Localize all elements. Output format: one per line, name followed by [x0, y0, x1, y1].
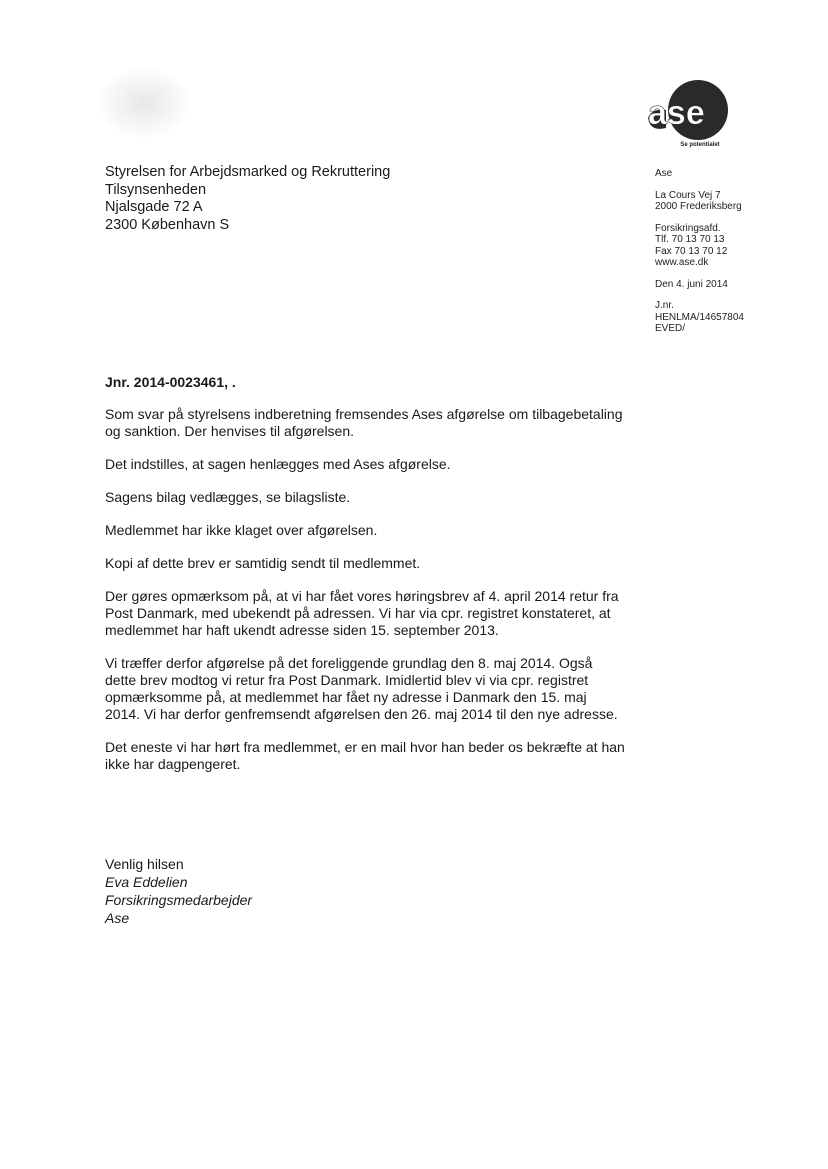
body-paragraph: Kopi af dette brev er samtidig sendt til medlemmet.: [105, 555, 421, 571]
greeting: Venlig hilsen: [105, 856, 184, 872]
body-paragraph: Vi træffer derfor afgørelse på det foreliggende grundlag den 8. maj 2014. Også dette brev modtog vi retur fra Post Danmark. Imidlertid blev vi via cpr. registret opmærksomme på, at medlemmet har fået ny adresse i Danmark den 15. maj 2014. Vi har derfor genfremsendt afgørelsen den 26. maj 2014 til den nye adresse.: [105, 655, 618, 722]
sender-info: [655, 168, 744, 335]
body-paragraph: Sagens bilag vedlægges, se bilagsliste.: [105, 489, 351, 505]
sender-phone: Tlf. 70 13 70 13: [655, 234, 725, 245]
jnr-value: HENLMA/14657804: [655, 311, 744, 323]
signer-org: Ase: [105, 910, 130, 926]
faint-stamp-mark: [98, 68, 190, 138]
sender-fax: Fax 70 13 70 12: [655, 245, 728, 257]
recipient-line: Tilsynsenheden: [105, 181, 207, 198]
sender-web: www.ase.dk: [655, 257, 709, 268]
signer-title: Forsikringsmedarbejder: [105, 892, 253, 908]
body-paragraph: Som svar på styrelsens indberetning fremsendes Ases afgørelse om tilbagebetaling og sanktion. Der henvises til afgørelsen.: [105, 406, 623, 439]
body-paragraph: Medlemmet har ikke klaget over afgørelsen.: [105, 522, 378, 538]
sender-street: La Cours Vej 7: [655, 189, 721, 201]
letter-date: Den 4. juni 2014: [655, 278, 728, 290]
jnr-label: J.nr.: [655, 300, 674, 311]
case-reference: Jnr. 2014-0023461, .: [105, 374, 236, 390]
recipient-line: 2300 København S: [105, 216, 230, 233]
sender-initials: EVED/: [655, 323, 686, 334]
sender-name: Ase: [655, 168, 673, 179]
logo-tagline: Se potentialet: [680, 142, 720, 148]
body-paragraph: Der gøres opmærksom på, at vi har fået vores høringsbrev af 4. april 2014 retur fra Post Danmark, med ubekendt på adressen. Vi har via cpr. registret konstateret, at medlemmet har haft ukendt adresse siden 15. september 2013.: [105, 588, 619, 638]
sender-city: 2000 Frederiksberg: [655, 201, 742, 212]
signature-block: [105, 855, 252, 927]
body-paragraph: Det eneste vi har hørt fra medlemmet, er en mail hvor han beder os bekræfte at han ikke har dagpengeret.: [105, 739, 625, 772]
logo-text: ase: [648, 94, 705, 132]
recipient-line: Styrelsen for Arbejdsmarked og Rekruttering: [105, 164, 391, 180]
letter-body: [105, 406, 625, 789]
signer-name: Eva Eddelien: [105, 874, 188, 890]
sender-department: Forsikringsafd.: [655, 222, 721, 234]
recipient-address: [105, 164, 390, 234]
body-paragraph: Det indstilles, at sagen henlægges med Ases afgørelse.: [105, 456, 451, 472]
recipient-line: Njalsgade 72 A: [105, 199, 203, 215]
